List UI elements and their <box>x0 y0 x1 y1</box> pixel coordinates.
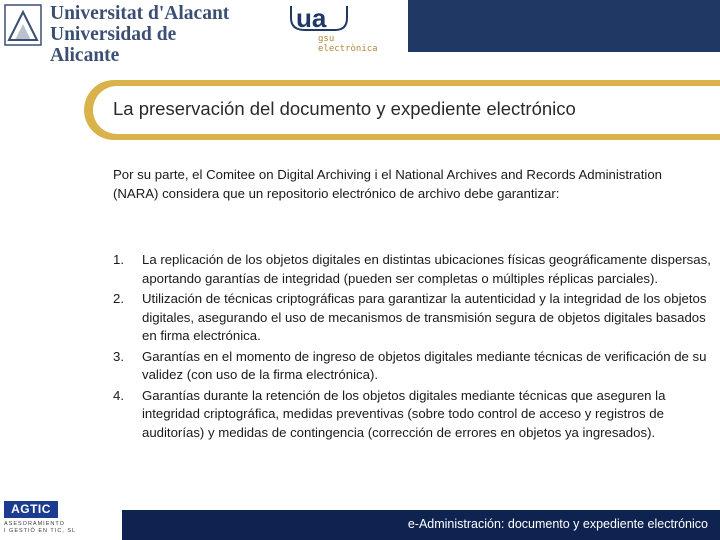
list-item <box>113 348 713 385</box>
footer-bar <box>122 510 720 540</box>
slide-title: La preservación del documento y expediente electrónico <box>113 98 576 119</box>
agtic-logo: AGTIC <box>4 501 58 518</box>
list-item-text: Utilización de técnicas criptográficas para garantizar la autenticidad y la integridad de los objetos digitales, asegurando el uso de mecanismos de transmisión segura de objetos digitales basados en firma electrónica. <box>142 291 707 343</box>
list-item-text: Garantías durante la retención de los objetos digitales mediante técnicas que aseguren la integridad criptográfica, medidas preventivas (sobre todo control de acceso y registros de auditorías) y medidas de contingencia (corrección de errores en objetos ya ingresados). <box>142 387 666 440</box>
university-seal-icon <box>4 4 42 46</box>
requirements-list <box>113 251 713 444</box>
ua-logo-text: ua <box>296 3 327 33</box>
list-item <box>113 251 713 288</box>
list-item-number: 4. <box>113 387 124 403</box>
agtic-tagline <box>4 521 76 535</box>
list-item-number: 3. <box>113 348 124 364</box>
list-item-text: Garantías en el momento de ingreso de objetos digitales mediante técnicas de verificación de su validez (con uso de la firma electrónica). <box>142 348 707 382</box>
university-name <box>50 3 245 66</box>
list-item <box>113 387 713 443</box>
agtic-tagline-line1: ASESORAMIENTO <box>4 521 65 527</box>
university-logo <box>0 0 245 66</box>
header-bar <box>408 0 720 52</box>
list-item-number: 1. <box>113 252 124 267</box>
ua-logo-sub-line2: electrònica <box>318 44 378 54</box>
ua-logo-subtitle <box>318 34 378 54</box>
university-name-spanish: Universidad de Alicante <box>50 24 177 66</box>
ua-logo-sub-line1: gsu <box>318 34 335 44</box>
list-item-number: 2. <box>113 291 124 306</box>
list-item-text: La replicación de los objetos digitales en distintas ubicaciones físicas geográficamente dispersas, aportando garantías de integridad (pueden ser completas o múltiples réplicas parciales). <box>142 252 711 286</box>
university-name-valencian: Universitat d'Alacant <box>50 3 230 24</box>
intro-paragraph: Por su parte, el Comitee on Digital Archiving i el National Archives and Records Administration (NARA) considera que un repositorio electrónico de archivo debe garantizar: <box>113 167 663 201</box>
list-item <box>113 290 713 346</box>
agtic-tagline-line2: I GESTIÓ EN TIC, SL <box>4 528 77 534</box>
footer-text: e-Administración: documento y expediente electrónico <box>407 517 708 531</box>
